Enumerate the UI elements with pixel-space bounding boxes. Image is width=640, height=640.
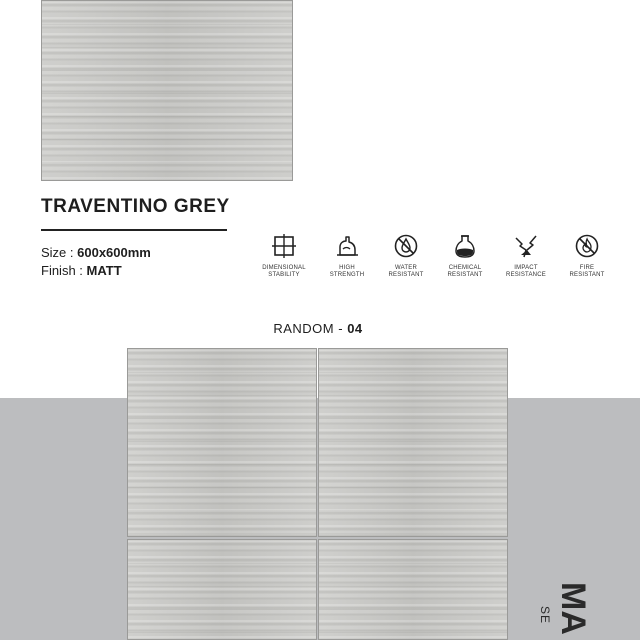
feature-label-line2: RESISTANCE [506,272,546,278]
size-value: 600x600mm [77,245,151,260]
dimensional-stability-icon [271,233,297,259]
series-label-fragment: SE [538,606,552,625]
layout-label [0,321,638,336]
fire-resistant-icon [574,233,600,259]
feature-chemical-resistant [437,233,493,279]
vertical-series-text [530,582,640,640]
finish-spec [41,263,122,278]
impact-resistance-icon [513,233,539,259]
feature-label-line1: DIMENSIONAL [262,265,306,271]
size-spec [41,245,151,260]
layout-tile [318,348,508,537]
layout-tile [318,539,508,640]
feature-label-line2: STRENGTH [329,272,365,278]
feature-label-line1: HIGH [339,265,355,271]
layout-number: 04 [347,321,363,336]
feature-water-resistant [378,233,434,279]
size-label: Size : [41,245,78,260]
water-resistant-icon [393,233,419,259]
feature-high-strength [319,233,375,279]
layout-tile [127,539,317,640]
feature-label-line2: RESISTANT [447,272,483,278]
feature-label-line1: IMPACT [514,265,538,271]
title-divider [41,229,227,231]
feature-fire-resistant [559,233,615,279]
feature-label-line1: FIRE [579,265,595,271]
chemical-resistant-icon [452,233,478,259]
layout-tile [127,348,317,537]
high-strength-icon [334,233,360,259]
feature-dimensional-stability [256,233,312,279]
feature-label-line2: RESISTANT [569,272,605,278]
feature-label-line1: WATER [395,265,417,271]
finish-value: MATT [86,263,122,278]
feature-label-line2: RESISTANT [388,272,424,278]
series-name-fragment: MA [554,582,592,635]
product-title: TRAVENTINO GREY [41,196,230,217]
feature-label-line2: STABILITY [268,272,300,278]
hero-tile-image [41,0,293,181]
layout-label-text: RANDOM - [273,321,348,336]
feature-impact-resistance [498,233,554,279]
feature-label-line1: CHEMICAL [448,265,482,271]
finish-label: Finish : [41,263,87,278]
